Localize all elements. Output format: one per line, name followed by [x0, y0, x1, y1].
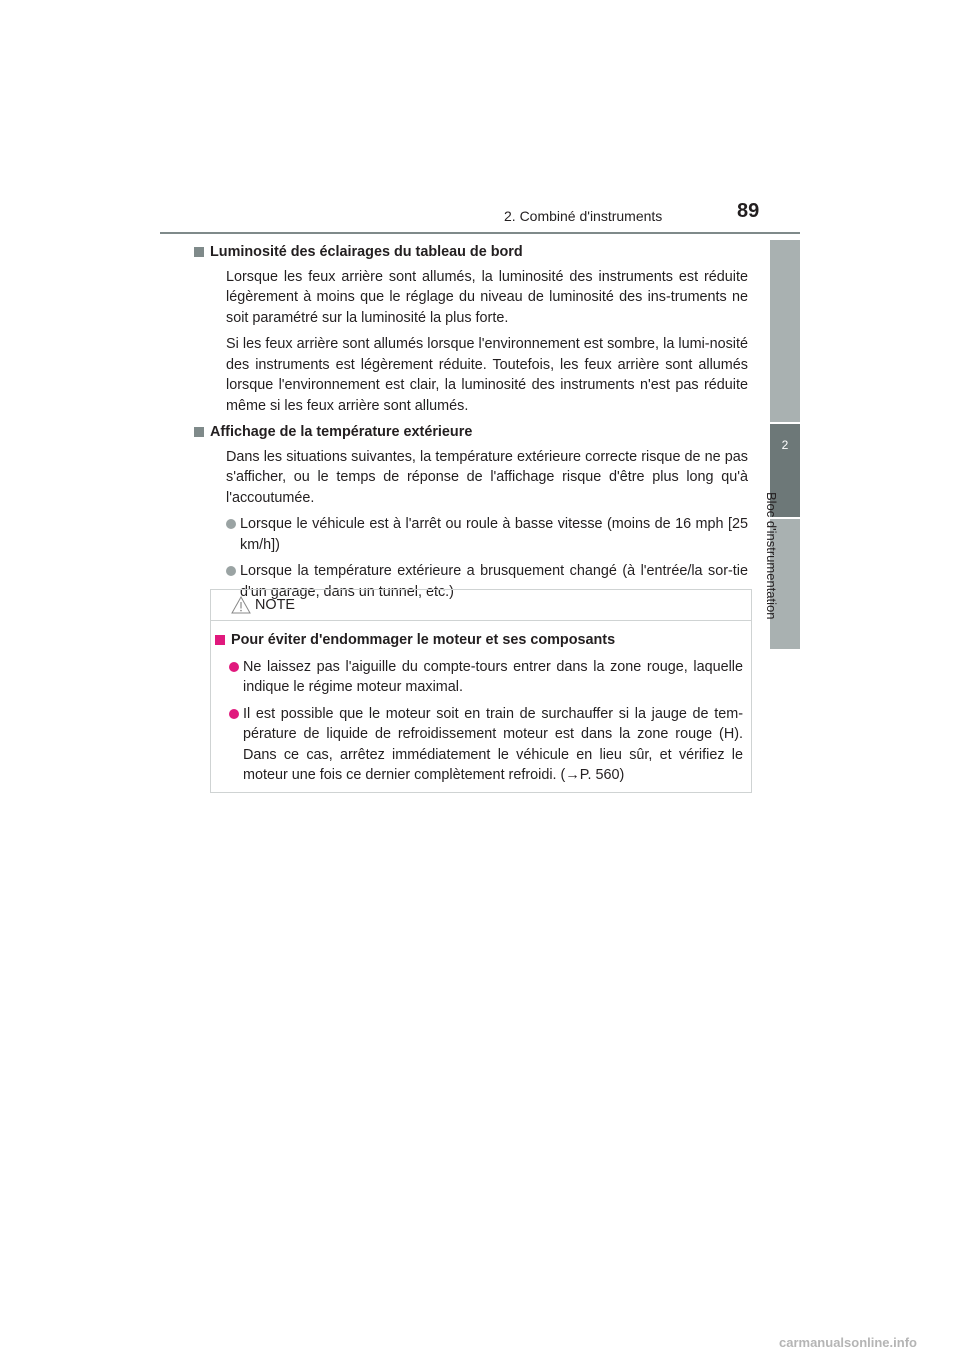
- page-number: 89: [737, 200, 760, 222]
- paragraph: Si les feux arrière sont allumés lorsque l'environnement est sombre, la lumi-nosité des instruments est légèrement réduite. Toutefois, les feux arrière sont allumés lorsque l'environnement est clair, la luminosité des instruments n'est pas réduite même si les feux arrière sont allumés.: [226, 336, 748, 414]
- note-body: [211, 630, 751, 786]
- note-list-item-text: Il est possible que le moteur soit en train de surchauffer si la jauge de tem-pérature de liquide de refroidissement moteur est dans la zone rouge (H). Dans ce cas, arrêtez immédiatement le véhicule en lieu sûr, et vérifiez le moteur une fois ce dernier complètement refroidi. (→P. 560): [243, 705, 743, 783]
- note-heading: [215, 630, 751, 651]
- list-item-text: Lorsque la température extérieure a brusquement changé (à l'entrée/la sor-tie d'un garage, dans un tunnel, etc.): [240, 563, 748, 600]
- section-heading: [194, 422, 748, 443]
- note-label: NOTE: [255, 597, 295, 613]
- note-box: [210, 589, 752, 793]
- round-bullet-icon: [226, 566, 236, 576]
- paragraph: Lorsque les feux arrière sont allumés, la luminosité des instruments est réduite légèrement à moins que le réglage du niveau de luminosité des ins-truments ne soit paramétré sur la luminosité la plus forte.: [226, 268, 748, 326]
- round-bullet-icon: [229, 709, 239, 719]
- square-bullet-icon: [194, 427, 204, 437]
- section-brightness: [210, 242, 748, 416]
- main-content: [210, 242, 748, 608]
- square-bullet-icon: [194, 247, 204, 257]
- chapter-title: 2. Combiné d'instruments: [504, 208, 663, 224]
- section-heading-text: Affichage de la température extérieure: [210, 424, 473, 440]
- section-heading: [194, 242, 748, 263]
- note-list-item-text: Ne laissez pas l'aiguille du compte-tours entrer dans la zone rouge, laquelle indique le régime moteur maximal.: [243, 658, 743, 695]
- section-heading-text: Luminosité des éclairages du tableau de bord: [210, 244, 523, 260]
- note-heading-text: Pour éviter d'endommager le moteur et ses composants: [231, 632, 616, 648]
- round-bullet-icon: [229, 662, 239, 672]
- note-header: [211, 590, 751, 621]
- chapter-side-label-text: Bloc d'instrumentation: [764, 492, 779, 620]
- section-outside-temperature: [210, 422, 748, 602]
- header-rule: [160, 232, 800, 234]
- note-list-item: [229, 657, 743, 698]
- note-list-item: [229, 704, 743, 786]
- round-bullet-icon: [226, 519, 236, 529]
- warning-triangle-icon: [231, 596, 251, 614]
- square-bullet-icon: [215, 635, 225, 645]
- list-item: [226, 514, 748, 555]
- chapter-tab-number: 2: [781, 438, 789, 452]
- paragraph: Dans les situations suivantes, la température extérieure correcte risque de ne pas s'afficher, ou le temps de réponse de l'affichage risque d'être plus long qu'à l'accoutumée.: [226, 448, 748, 506]
- chapter-side-label: [764, 492, 794, 642]
- footer-watermark: carmanualsonline.info: [779, 1335, 917, 1350]
- side-strip-top: [770, 240, 800, 422]
- list-item-text: Lorsque le véhicule est à l'arrêt ou roule à basse vitesse (moins de 16 mph [25 km/h]): [240, 516, 748, 553]
